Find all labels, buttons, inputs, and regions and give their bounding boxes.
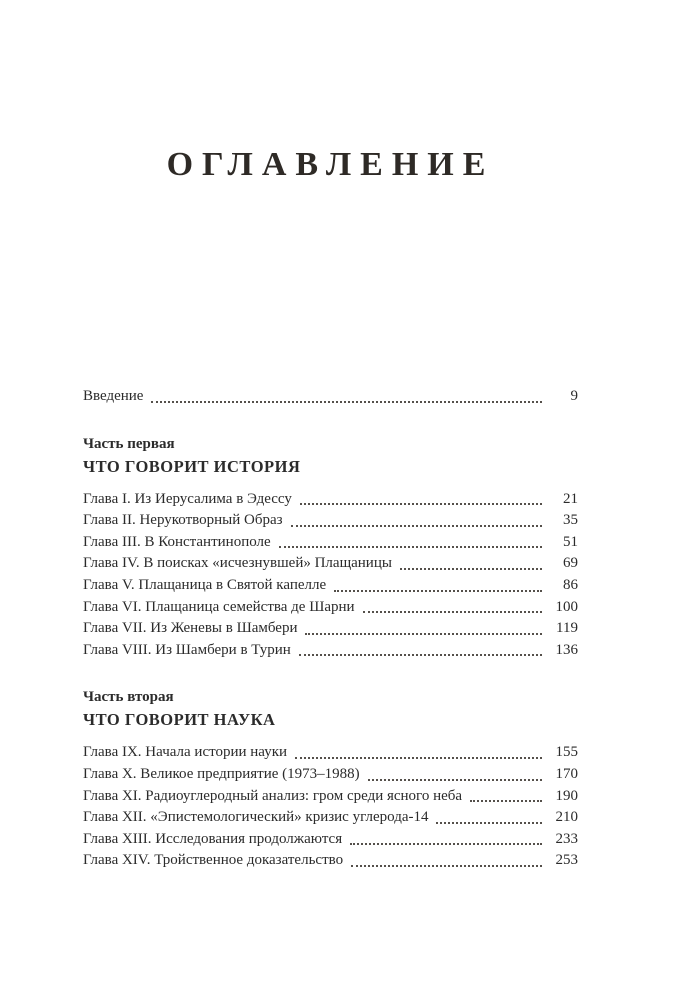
page-number: 21 [563, 490, 578, 507]
leader-dots [436, 822, 542, 824]
toc-entry-label: Глава I. Из Иерусалима в Эдессу [83, 490, 292, 507]
page-number: 155 [555, 744, 578, 761]
part-heading: Часть вторая [83, 689, 174, 706]
toc-entry [83, 850, 578, 872]
page-number: 170 [555, 765, 578, 782]
toc-entry [83, 764, 578, 786]
toc-entry [83, 829, 578, 851]
toc-entry [83, 640, 578, 662]
toc-entry [83, 510, 578, 532]
toc-entry-label: Глава XIII. Исследования продолжаются [83, 830, 343, 847]
page-number: 69 [563, 555, 578, 572]
leader-dots [363, 611, 542, 613]
toc-entry [83, 532, 578, 554]
toc-entry-label: Глава IV. В поисках «исчезнувшей» Плащаницы [83, 555, 392, 572]
toc-entry [83, 575, 578, 597]
part-section-1 [83, 433, 578, 662]
toc-entry [83, 618, 578, 640]
page-number: 190 [555, 787, 578, 804]
page-title: ОГЛАВЛЕНИЕ [166, 146, 495, 183]
page-number: 119 [556, 620, 578, 637]
toc-entry-label: Глава XIV. Тройственное доказательство [83, 852, 344, 869]
toc-entry [83, 597, 578, 619]
leader-dots [305, 633, 542, 635]
toc-entry [83, 786, 578, 808]
toc-entry-label: Глава IX. Начала истории науки [83, 744, 288, 761]
toc-entry-label: Глава III. В Константинополе [83, 533, 271, 550]
leader-dots [334, 590, 542, 592]
leader-dots [351, 865, 542, 867]
part-section-2 [83, 686, 578, 872]
toc-entry [83, 553, 578, 575]
leader-dots [300, 503, 542, 505]
leader-dots [368, 779, 542, 781]
part-heading: Часть первая [83, 435, 175, 452]
leader-dots [299, 654, 542, 656]
page-number: 210 [555, 809, 578, 826]
leader-dots [279, 546, 542, 548]
page-number: 100 [555, 598, 578, 615]
leader-dots [295, 757, 542, 759]
toc-entry [83, 807, 578, 829]
page-number: 233 [555, 830, 578, 847]
page-number: 51 [563, 533, 578, 550]
leader-dots [400, 568, 542, 570]
toc-entry-label: Глава II. Нерукотворный Образ [83, 512, 283, 529]
page-number: 9 [570, 388, 578, 404]
page-number: 35 [563, 512, 578, 529]
page-number: 253 [555, 852, 578, 869]
toc-entry-label: Глава X. Великое предприятие (1973–1988) [83, 765, 360, 782]
leader-dots [470, 800, 542, 802]
toc-entry-label: Глава VI. Плащаница семейства де Шарни [83, 598, 355, 615]
leader-dots [151, 401, 542, 403]
toc-entry-label: Глава V. Плащаница в Святой капелле [83, 576, 327, 593]
toc-entry-label: Глава XI. Радиоуглеродный анализ: гром среди ясного неба [83, 787, 463, 804]
part-title: ЧТО ГОВОРИТ ИСТОРИЯ [83, 456, 301, 476]
page-number: 136 [555, 641, 578, 658]
toc-entry-label: Введение [83, 388, 144, 404]
toc-entry-label: Глава VIII. Из Шамбери в Турин [83, 641, 291, 658]
toc-entry-label: Глава VII. Из Женевы в Шамбери [83, 620, 298, 637]
page-number: 86 [563, 576, 578, 593]
toc-entry [83, 489, 578, 511]
leader-dots [291, 525, 542, 527]
leader-dots [350, 843, 542, 845]
table-of-contents [83, 386, 578, 872]
toc-entry-intro [83, 386, 578, 408]
part-title: ЧТО ГОВОРИТ НАУКА [83, 710, 276, 730]
toc-entry-label: Глава XII. «Эпистемологический» кризис углерода-14 [83, 809, 429, 826]
toc-content [83, 0, 578, 872]
toc-entry [83, 742, 578, 764]
